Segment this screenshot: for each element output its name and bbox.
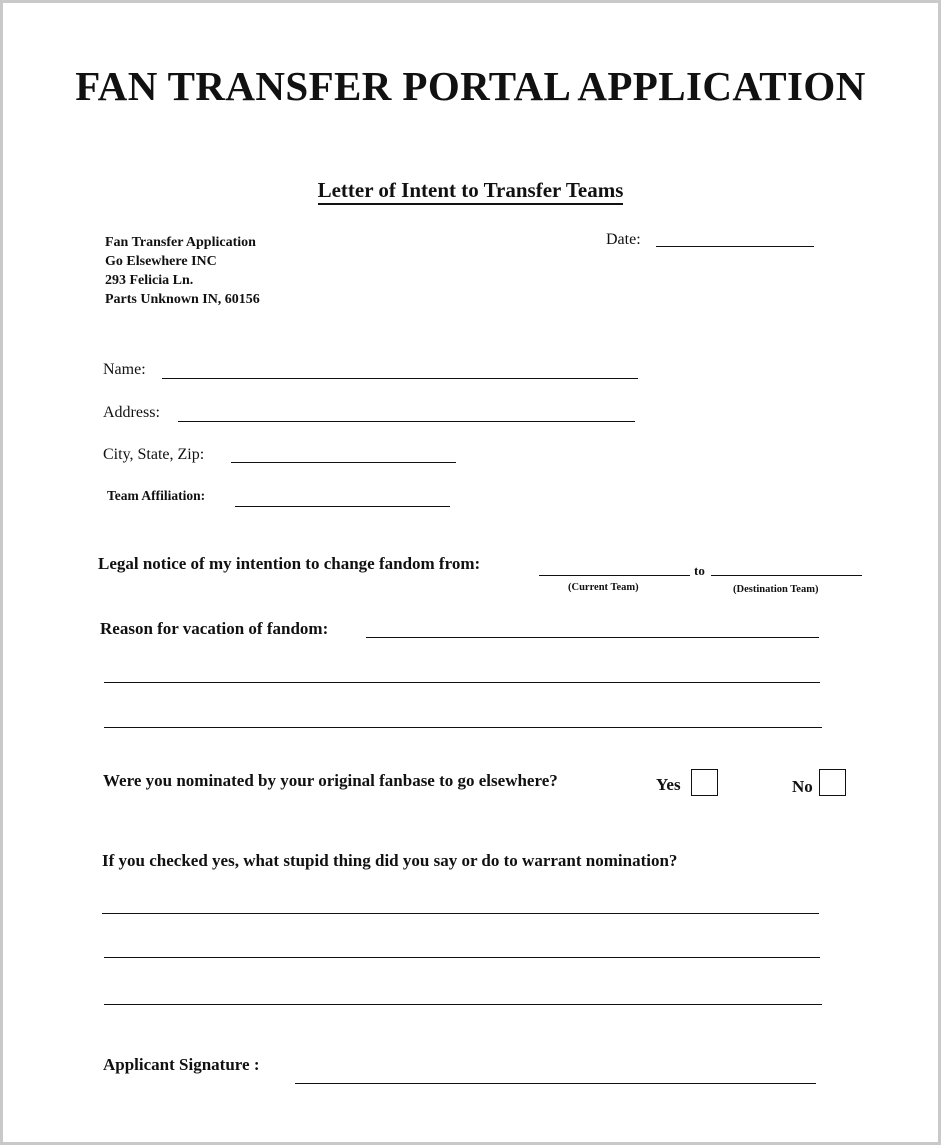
followup-question: If you checked yes, what stupid thing did you say or do to warrant nomination? bbox=[102, 851, 678, 870]
no-checkbox[interactable] bbox=[819, 769, 846, 796]
followup-field-line-1[interactable] bbox=[102, 913, 819, 914]
address-line-1: Fan Transfer Application bbox=[105, 235, 256, 250]
no-label: No bbox=[792, 777, 813, 796]
address-line-2: Go Elsewhere INC bbox=[105, 254, 217, 269]
destination-team-caption: (Destination Team) bbox=[733, 584, 819, 595]
letter-subtitle-text: Letter of Intent to Transfer Teams bbox=[318, 178, 624, 205]
signature-field[interactable] bbox=[295, 1083, 816, 1084]
reason-field-line-1[interactable] bbox=[366, 637, 819, 638]
city-state-zip-field[interactable] bbox=[231, 462, 456, 463]
address-line-4: Parts Unknown IN, 60156 bbox=[105, 292, 260, 307]
followup-field-line-3[interactable] bbox=[104, 1004, 822, 1005]
letter-subtitle bbox=[0, 178, 941, 203]
signature-label: Applicant Signature : bbox=[103, 1055, 260, 1074]
city-state-zip-label: City, State, Zip: bbox=[103, 446, 205, 463]
date-label: Date: bbox=[606, 231, 641, 248]
nomination-question: Were you nominated by your original fanbase to go elsewhere? bbox=[103, 771, 558, 790]
address-line-3: 293 Felicia Ln. bbox=[105, 273, 194, 288]
current-team-field[interactable] bbox=[539, 575, 690, 576]
name-field[interactable] bbox=[162, 378, 638, 379]
destination-team-field[interactable] bbox=[711, 575, 862, 576]
to-label: to bbox=[694, 563, 705, 578]
date-field[interactable] bbox=[656, 246, 814, 247]
address-field[interactable] bbox=[178, 421, 635, 422]
followup-field-line-2[interactable] bbox=[104, 957, 820, 958]
reason-label: Reason for vacation of fandom: bbox=[100, 619, 329, 638]
team-affiliation-field[interactable] bbox=[235, 506, 450, 507]
yes-checkbox[interactable] bbox=[691, 769, 718, 796]
reason-field-line-3[interactable] bbox=[104, 727, 822, 728]
yes-label: Yes bbox=[656, 775, 681, 794]
page-title: FAN TRANSFER PORTAL APPLICATION bbox=[75, 63, 866, 109]
reason-field-line-2[interactable] bbox=[104, 682, 820, 683]
address-label: Address: bbox=[103, 404, 160, 421]
team-affiliation-label: Team Affiliation: bbox=[107, 488, 206, 503]
name-label: Name: bbox=[103, 361, 146, 378]
current-team-caption: (Current Team) bbox=[568, 582, 639, 593]
legal-notice-label: Legal notice of my intention to change fandom from: bbox=[98, 554, 481, 573]
